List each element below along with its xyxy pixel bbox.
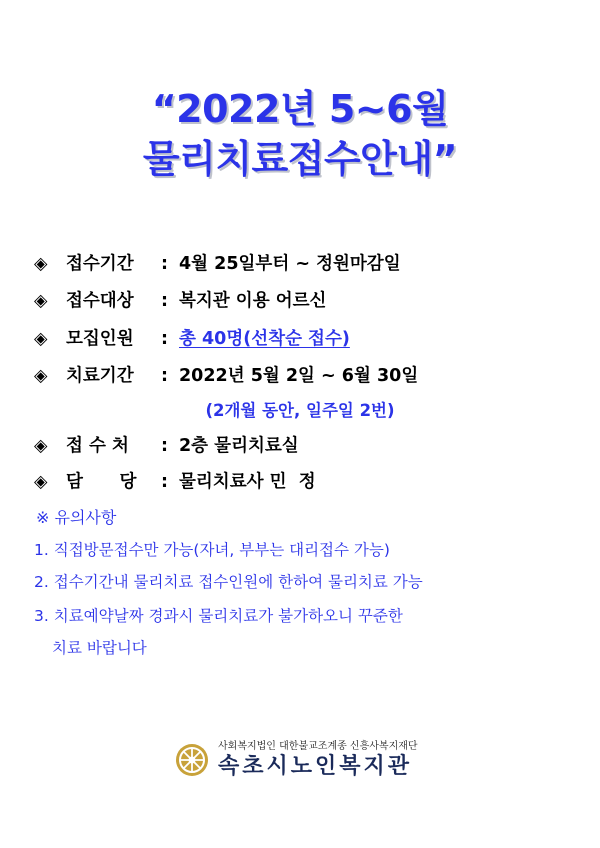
info-value: 4월 25일부터 ~ 정원마감일 [179, 254, 401, 274]
info-label: 모집인원 [66, 329, 134, 349]
info-colon: : [161, 366, 168, 386]
info-value-highlight: 총 40명(선착순 접수) [179, 329, 350, 349]
info-value: 2층 물리치료실 [179, 436, 299, 456]
diamond-bullet-icon: ◈ [34, 329, 48, 349]
info-row-contact [34, 474, 316, 492]
note-item: 2. 접수기간내 물리치료 접수인원에 한하여 물리치료 가능 [34, 573, 423, 591]
diamond-bullet-icon: ◈ [34, 436, 48, 456]
note-item-continued: 치료 바랍니다 [52, 639, 147, 657]
organization-parent: 사회복지법인 대한불교조계종 신흥사복지재단 [218, 741, 418, 752]
organization-name: 속초시노인복지관 [218, 754, 413, 779]
info-label: 치료기간 [66, 366, 134, 386]
info-row-capacity [34, 331, 350, 349]
info-label: 접수기간 [66, 254, 134, 274]
period-note: (2개월 동안, 일주일 2번) [205, 401, 395, 420]
diamond-bullet-icon: ◈ [34, 291, 48, 311]
organization-logo [174, 740, 444, 790]
info-value: 물리치료사 민 정 [179, 472, 316, 492]
info-colon: : [161, 291, 168, 311]
diamond-bullet-icon: ◈ [34, 366, 48, 386]
info-colon: : [161, 436, 168, 456]
info-row-treatment-period [34, 368, 418, 386]
info-value: 복지관 이용 어르신 [179, 291, 327, 311]
info-label: 접수대상 [66, 291, 134, 311]
note-item: 3. 치료예약날짜 경과시 물리치료가 불가하오니 꾸준한 [34, 607, 403, 625]
info-row-location [34, 438, 299, 456]
info-colon: : [161, 329, 168, 349]
dharma-wheel-icon [174, 742, 210, 778]
info-colon: : [161, 254, 168, 274]
info-row-target [34, 293, 326, 311]
info-label: 담 당 [66, 472, 137, 492]
diamond-bullet-icon: ◈ [34, 472, 48, 492]
info-row-period [34, 256, 401, 274]
info-label: 접 수 처 [66, 436, 129, 456]
info-value: 2022년 5월 2일 ~ 6월 30일 [179, 366, 419, 386]
info-colon: : [161, 472, 168, 492]
title-line-2: 물리치료접수안내” [142, 137, 458, 181]
notes-heading: ※ 유의사항 [36, 508, 117, 527]
title-line-1: “2022년 5~6월 [151, 87, 449, 131]
diamond-bullet-icon: ◈ [34, 254, 48, 274]
note-item: 1. 직접방문접수만 가능(자녀, 부부는 대리접수 가능) [34, 541, 390, 559]
